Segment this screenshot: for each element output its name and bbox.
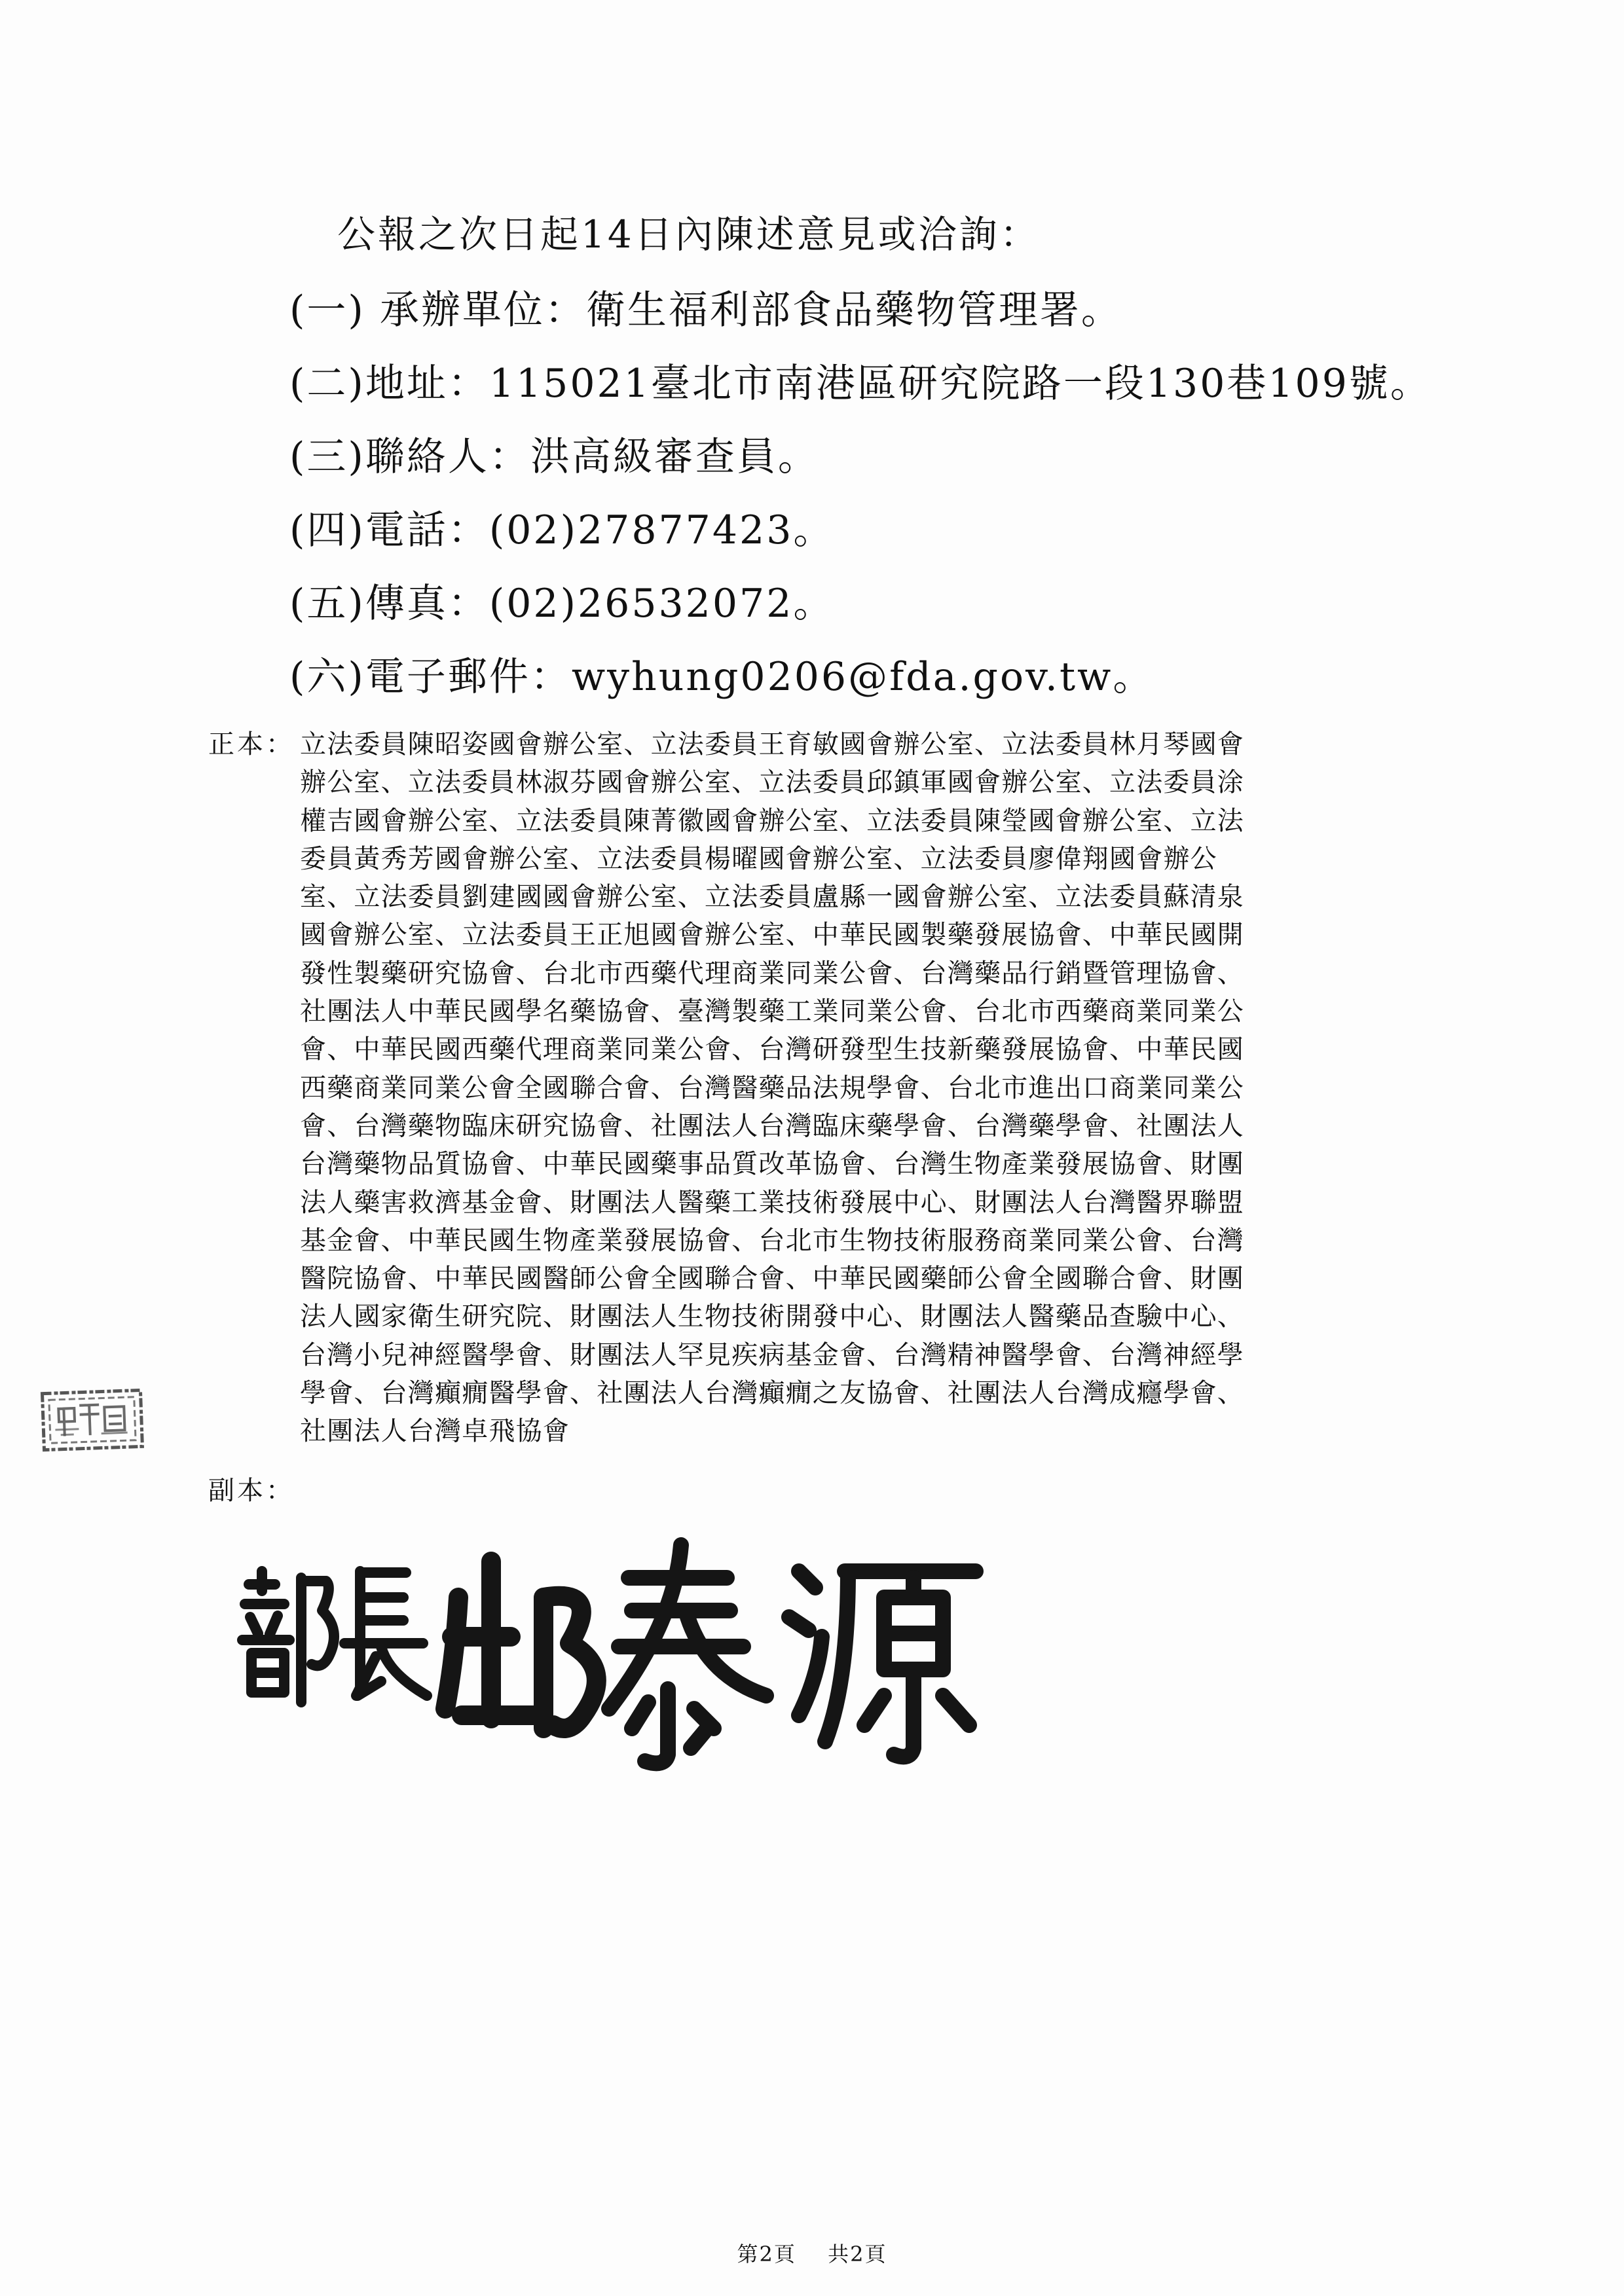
- contact-item-email: (六)電子郵件：wyhung0206@fda.gov.tw。: [289, 654, 1154, 700]
- recipient-line: 發性製藥研究協會、台北市西藥代理商業同業公會、台灣藥品行銷暨管理協會、: [300, 958, 1244, 989]
- recipient-line: 室、立法委員劉建國國會辦公室、立法委員盧縣一國會辦公室、立法委員蘇清泉: [300, 882, 1244, 913]
- recipients-label: 正本：: [208, 729, 295, 759]
- recipient-line: 社團法人中華民國學名藥協會、臺灣製藥工業同業公會、台北市西藥商業同業公: [300, 996, 1244, 1027]
- recipient-line: 台灣藥物品質協會、中華民國藥事品質改革協會、台灣生物產業發展協會、財團: [300, 1149, 1244, 1180]
- seal-stamp-icon: [39, 1386, 146, 1455]
- recipient-line: 辦公室、立法委員林淑芬國會辦公室、立法委員邱鎮軍國會辦公室、立法委員涂: [300, 767, 1244, 798]
- contact-item-fax: (五)傳真：(02)26532072。: [289, 581, 835, 627]
- recipient-line: 立法委員陳昭姿國會辦公室、立法委員王育敏國會辦公室、立法委員林月琴國會: [300, 729, 1244, 759]
- contact-item-unit: (一) 承辦單位：衛生福利部食品藥物管理署。: [289, 287, 1122, 333]
- recipient-line: 學會、台灣癲癇醫學會、社團法人台灣癲癇之友協會、社團法人台灣成癮學會、: [300, 1378, 1244, 1409]
- recipient-line: 會、台灣藥物臨床研究協會、社團法人台灣臨床藥學會、台灣藥學會、社團法人: [300, 1110, 1244, 1141]
- contact-list: [289, 274, 1431, 714]
- intro-text: 公報之次日起14日內陳述意見或洽詢：: [337, 212, 1041, 257]
- recipient-line: 法人藥害救濟基金會、財團法人醫藥工業技術發展中心、財團法人台灣醫界聯盟: [300, 1187, 1244, 1218]
- contact-item-address: (二)地址：115021臺北市南港區研究院路一段130巷109號。: [289, 361, 1431, 407]
- recipient-line: 法人國家衛生研究院、財團法人生物技術開發中心、財團法人醫藥品查驗中心、: [300, 1302, 1244, 1332]
- page-footer: [0, 2238, 1624, 2268]
- cc-label: 副本：: [208, 1476, 295, 1506]
- contact-item-phone: (四)電話：(02)27877423。: [289, 507, 835, 553]
- minister-signature: [236, 1499, 1022, 1774]
- recipient-line: 醫院協會、中華民國醫師公會全國聯合會、中華民國藥師公會全國聯合會、財團: [300, 1264, 1244, 1294]
- recipient-line: 台灣小兒神經醫學會、財團法人罕見疾病基金會、台灣精神醫學會、台灣神經學: [300, 1339, 1244, 1370]
- recipient-line: 社團法人台灣卓飛協會: [300, 1416, 570, 1447]
- recipient-line: 權吉國會辦公室、立法委員陳菁徽國會辦公室、立法委員陳瑩國會辦公室、立法: [300, 805, 1244, 836]
- page-total: 共2頁: [828, 2242, 887, 2267]
- page-number: 第2頁: [737, 2242, 796, 2267]
- contact-item-person: (三)聯絡人：洪高級審查員。: [289, 434, 819, 480]
- recipient-line: 委員黃秀芳國會辦公室、立法委員楊曜國會辦公室、立法委員廖偉翔國會辦公: [300, 843, 1217, 874]
- recipient-line: 西藥商業同業公會全國聯合會、台灣醫藥品法規學會、台北市進出口商業同業公: [300, 1072, 1244, 1103]
- recipient-line: 基金會、中華民國生物產業發展協會、台北市生物技術服務商業同業公會、台灣: [300, 1225, 1244, 1256]
- recipient-line: 國會辦公室、立法委員王正旭國會辦公室、中華民國製藥發展協會、中華民國開: [300, 920, 1244, 951]
- recipient-line: 會、中華民國西藥代理商業同業公會、台灣研發型生技新藥發展協會、中華民國: [300, 1034, 1244, 1065]
- recipients-list: [300, 725, 1466, 1451]
